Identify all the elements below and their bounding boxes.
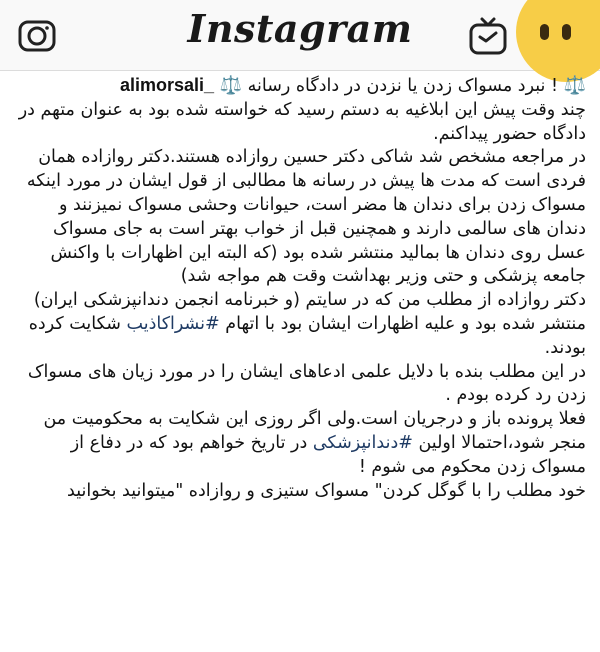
emoji-face-icon [516, 0, 600, 82]
caption-paragraph-1: چند وقت پیش این ابلاغیه به دستم رسید که خواسته شده بود به عنوان متهم در دادگاه حضور پیداکنم. [18, 99, 586, 144]
caption-paragraph-2: در مراجعه مشخص شد شاکی دکتر حسین روازاده هستند.دکتر روازاده همان فردی است که مدت ها پیش در رسانه ها مطالبی از قول ایشان در مورد اینکه مسواک زدن برای دندان ها مضر است، حیوانات وحشی مسواک نمیزنند و دندان های سالمی دارند و همچنین قبل از خواب بهتر است به جای مسواک عسل روی دندان ها بمالید منتشر شده بود (که البته این اظهارات با واکنش جامعه پزشکی و حتی وزیر بهداشت وقت هم مواجه شد) [26, 147, 586, 287]
caption-first-line [18, 74, 586, 99]
camera-icon[interactable] [18, 16, 56, 54]
igtv-icon[interactable] [468, 16, 508, 56]
top-navigation-bar [0, 0, 600, 71]
hashtag-link[interactable]: #نشراکاذیب [126, 313, 220, 334]
paragraph-3-text-after: شکایت کرده بودند. [28, 313, 586, 358]
caption-paragraph-4: در این مطلب بنده با دلایل علمی ادعاهای ایشان را در مورد زیان های مسواک زدن رد کرده بودم . [27, 361, 586, 406]
paragraph-5-text-before: فعلا پرونده باز و درجریان است.ولی اگر روزی این شکایت به محکومیت من منجر شود،احتمالا اولین [43, 409, 586, 453]
caption-paragraph-6: خود مطلب را با گوگل کردن" مسواک ستیزی و روازاده "میتوانید بخوانید [67, 480, 586, 501]
instagram-wordmark: Instagram [187, 6, 413, 51]
username-link[interactable]: alimorsali_ [119, 75, 215, 95]
paragraph-5-text-after: در تاریخ خواهم بود که در دفاع از مسواک زدن محکوم می شوم ! [70, 432, 586, 477]
caption-paragraph-5 [18, 408, 586, 479]
scale-icon: ⚖️ [563, 75, 586, 96]
emoji-right-eye [562, 24, 571, 40]
hashtag-link[interactable]: #دندانپزشکی [312, 432, 413, 453]
caption-title: ! نبرد مسواک زدن یا نزدن در دادگاه رسانه [247, 76, 558, 96]
scale-icon: ⚖️ [219, 75, 243, 96]
paragraph-3-text-before: دکتر روازاده از مطلب من که در سایتم (و خبرنامه انجمن دندانپزشکی ایران) منتشر شده بود و علیه اظهارات ایشان بود با اتهام [33, 290, 586, 334]
emoji-left-eye [540, 24, 549, 40]
caption-paragraph-3 [18, 289, 586, 360]
post-caption [18, 74, 586, 503]
